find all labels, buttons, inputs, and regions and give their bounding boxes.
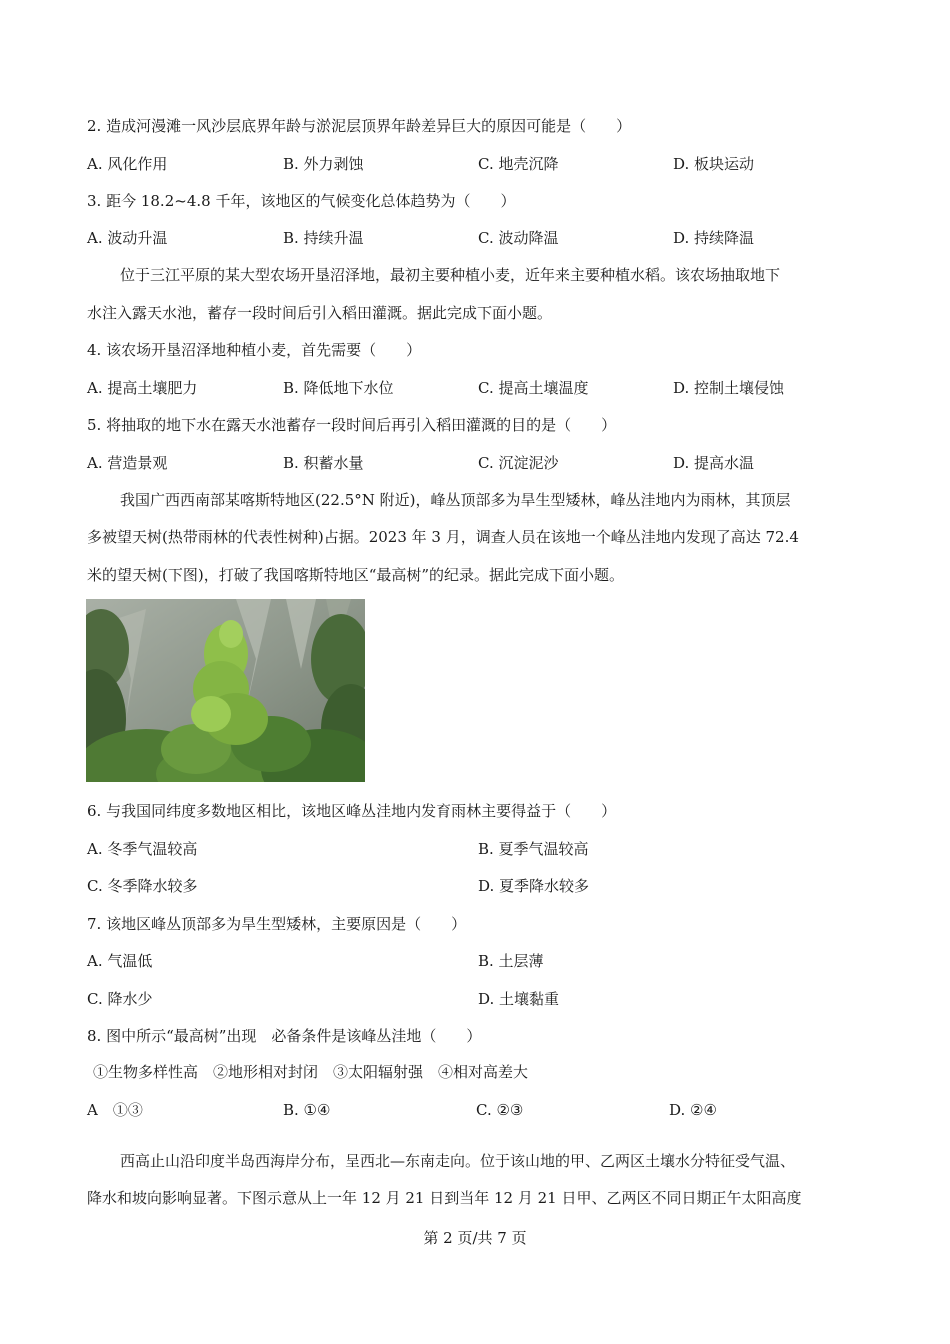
question-4-option-d: D. 控制土壤侵蚀 xyxy=(673,379,785,397)
question-6-option-d: D. 夏季降水较多 xyxy=(478,877,590,895)
question-6-stem: 6. 与我国同纬度多数地区相比，该地区峰丛洼地内发育雨林主要得益于（ ） xyxy=(87,802,617,820)
passage-3-line-2: 降水和坡向影响显著。下图示意从上一年 12 月 21 日到当年 12 月 21 日甲、乙两区不同日期正午太阳高度 xyxy=(87,1189,802,1207)
question-3-option-c: C. 波动降温 xyxy=(478,229,559,247)
tallest-tree-photo xyxy=(86,599,365,782)
passage-3-line-1: 西高止山沿印度半岛西海岸分布，呈西北—东南走向。位于该山地的甲、乙两区土壤水分特征受气温、 xyxy=(120,1152,796,1170)
question-3-stem: 3. 距今 18.2~4.8 千年，该地区的气候变化总体趋势为（ ） xyxy=(87,192,516,210)
question-4-option-c: C. 提高土壤温度 xyxy=(478,379,589,397)
page-footer: 第 2 页/共 7 页 xyxy=(423,1229,527,1247)
question-2-option-a: A. 风化作用 xyxy=(87,155,168,173)
question-2-option-d: D. 板块运动 xyxy=(673,155,755,173)
question-7-option-b: B. 土层薄 xyxy=(478,952,544,970)
question-2-stem: 2. 造成河漫滩一风沙层底界年龄与淤泥层顶界年龄差异巨大的原因可能是（ ） xyxy=(87,117,632,135)
passage-2-line-1: 我国广西西南部某喀斯特地区(22.5°N 附近)，峰丛顶部多为旱生型矮林，峰丛洼地内为雨林，其顶层 xyxy=(120,491,791,509)
question-5-stem: 5. 将抽取的地下水在露天水池蓄存一段时间后再引入稻田灌溉的目的是（ ） xyxy=(87,416,617,434)
question-7-option-d: D. 土壤黏重 xyxy=(478,990,560,1008)
question-8-option-a: A ①③ xyxy=(87,1101,143,1119)
question-6-option-c: C. 冬季降水较多 xyxy=(87,877,198,895)
question-6-option-a: A. 冬季气温较高 xyxy=(87,840,198,858)
passage-1-line-1: 位于三江平原的某大型农场开垦沼泽地，最初主要种植小麦，近年来主要种植水稻。该农场抽取地下 xyxy=(120,266,781,284)
question-3-option-b: B. 持续升温 xyxy=(283,229,364,247)
question-8-conditions: ①生物多样性高 ②地形相对封闭 ③太阳辐射强 ④相对高差大 xyxy=(93,1063,529,1081)
question-8-option-d: D. ②④ xyxy=(669,1101,717,1119)
question-5-option-d: D. 提高水温 xyxy=(673,454,755,472)
question-3-option-a: A. 波动升温 xyxy=(87,229,168,247)
question-8-option-b: B. ①④ xyxy=(283,1101,331,1119)
question-6-option-b: B. 夏季气温较高 xyxy=(478,840,589,858)
question-4-stem: 4. 该农场开垦沼泽地种植小麦，首先需要（ ） xyxy=(87,341,422,359)
passage-2-line-2: 多被望天树(热带雨林的代表性树种)占据。2023 年 3 月，调查人员在该地一个峰丛洼地内发现了高达 72.4 xyxy=(87,528,799,546)
question-8-stem: 8. 图中所示“最高树”出现 必备条件是该峰丛洼地（ ） xyxy=(87,1027,482,1045)
question-2-option-b: B. 外力剥蚀 xyxy=(283,155,364,173)
question-3-option-d: D. 持续降温 xyxy=(673,229,755,247)
question-4-option-b: B. 降低地下水位 xyxy=(283,379,394,397)
question-2-option-c: C. 地壳沉降 xyxy=(478,155,559,173)
tallest-tree-photo-graphic xyxy=(86,599,365,782)
question-7-option-c: C. 降水少 xyxy=(87,990,153,1008)
passage-2-line-3: 米的望天树(下图)，打破了我国喀斯特地区“最高树”的纪录。据此完成下面小题。 xyxy=(87,566,625,584)
question-5-option-a: A. 营造景观 xyxy=(87,454,168,472)
passage-1-line-2: 水注入露天水池，蓄存一段时间后引入稻田灌溉。据此完成下面小题。 xyxy=(87,304,553,322)
question-7-stem: 7. 该地区峰丛顶部多为旱生型矮林，主要原因是（ ） xyxy=(87,915,467,933)
question-7-option-a: A. 气温低 xyxy=(87,952,153,970)
question-5-option-c: C. 沉淀泥沙 xyxy=(478,454,559,472)
question-4-option-a: A. 提高土壤肥力 xyxy=(87,379,198,397)
question-8-option-c: C. ②③ xyxy=(476,1101,524,1119)
question-5-option-b: B. 积蓄水量 xyxy=(283,454,364,472)
